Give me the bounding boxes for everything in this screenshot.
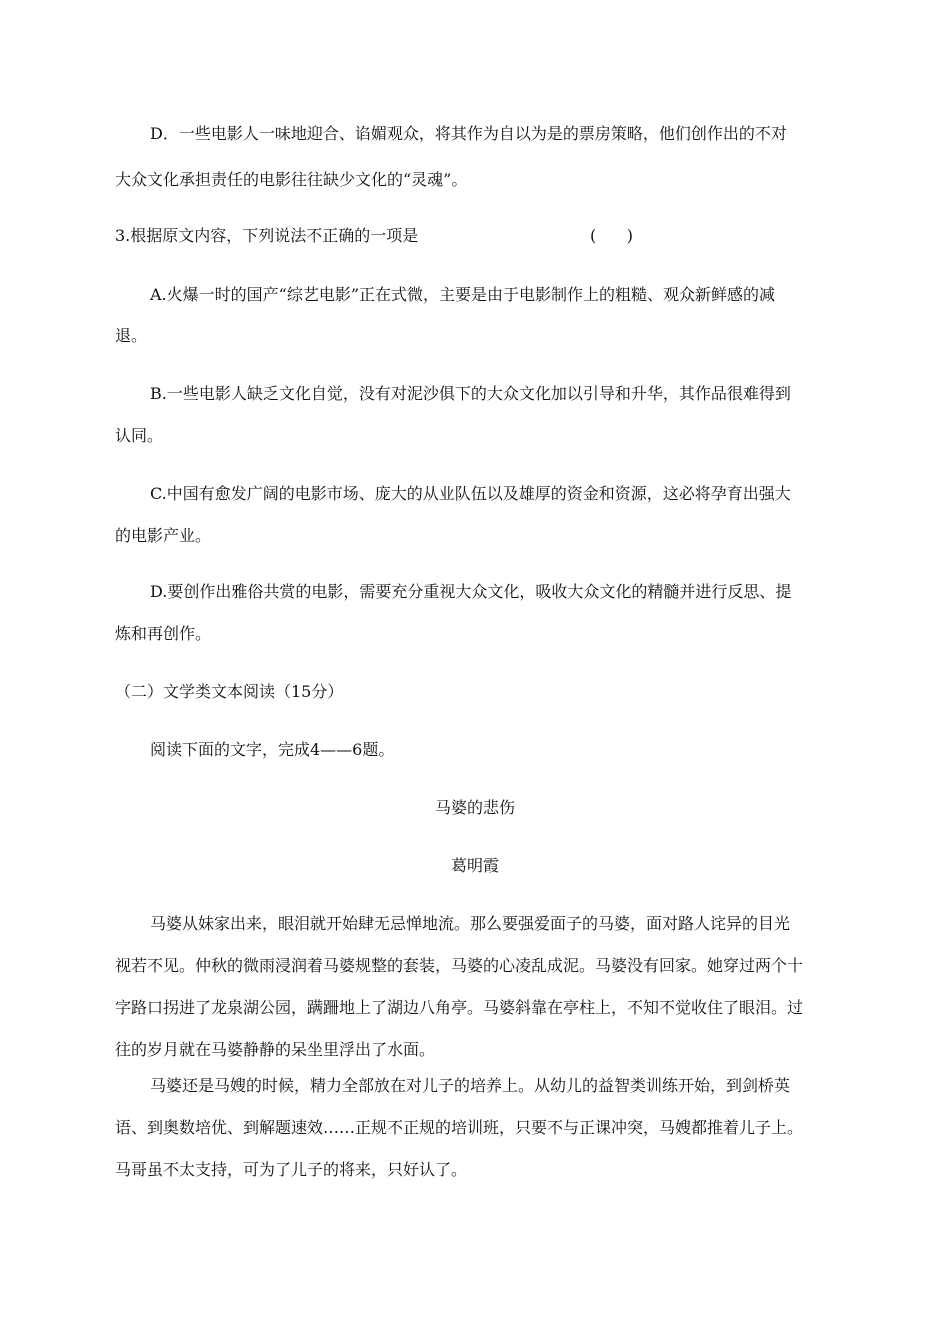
- question-3-stem: 3.根据原文内容，下列说法不正确的一项是: [115, 226, 419, 245]
- q3-option-a-line-2: 退。: [115, 326, 148, 345]
- q3-option-a-line-1: A.火爆一时的国产“综艺电影”正在式微，主要是由于电影制作上的粗糙、观众新鲜感的减: [150, 285, 776, 304]
- paragraph-1-line-3: 字路口拐进了龙泉湖公园，蹒跚地上了湖边八角亭。马婆斜靠在亭柱上，不知不觉收住了眼泪。过: [115, 998, 804, 1017]
- paragraph-2-line-1: 马婆还是马嫂的时候，精力全部放在对儿子的培养上。从幼儿的益智类训练开始，到剑桥英: [150, 1076, 791, 1095]
- answer-blank: ( ): [590, 226, 633, 245]
- q2-option-d-line-2: 大众文化承担责任的电影往往缺少文化的“灵魂”。: [115, 170, 468, 189]
- reading-instruction: 阅读下面的文字，完成4——6题。: [150, 740, 395, 759]
- paragraph-1-line-2: 视若不见。仲秋的微雨浸润着马婆规整的套装，马婆的心凌乱成泥。马婆没有回家。她穿过两个十: [115, 956, 804, 975]
- q3-option-b-line-2: 认同。: [115, 426, 164, 445]
- q3-option-d-line-1: D.要创作出雅俗共赏的电影，需要充分重视大众文化，吸收大众文化的精髓并进行反思、提: [150, 582, 792, 601]
- paragraph-1-line-1: 马婆从妹家出来，眼泪就开始肆无忌惮地流。那么要强爱面子的马婆，面对路人诧异的目光: [150, 914, 791, 933]
- story-title: 马婆的悲伤: [434, 798, 515, 817]
- q3-option-c-line-1: C.中国有愈发广阔的电影市场、庞大的从业队伍以及雄厚的资金和资源，这必将孕育出强大: [150, 484, 791, 503]
- q3-option-b-line-1: B.一些电影人缺乏文化自觉，没有对泥沙俱下的大众文化加以引导和升华，其作品很难得到: [150, 384, 791, 403]
- paragraph-1-line-4: 往的岁月就在马婆静静的呆坐里浮出了水面。: [115, 1040, 436, 1059]
- q3-option-d-line-2: 炼和再创作。: [115, 624, 212, 643]
- q2-option-d-line-1: D．一些电影人一味地迎合、谄媚观众，将其作为自以为是的票房策略，他们创作出的不对: [150, 124, 787, 143]
- story-author: 葛明霞: [450, 856, 499, 875]
- section-heading: （二）文学类文本阅读（15分）: [115, 682, 344, 701]
- paragraph-2-line-3: 马哥虽不太支持，可为了儿子的将来，只好认了。: [115, 1160, 468, 1179]
- q3-option-c-line-2: 的电影产业。: [115, 526, 212, 545]
- paragraph-2-line-2: 语、到奥数培优、到解题速效……正规不正规的培训班，只要不与正课冲突，马嫂都推着儿子上。: [115, 1118, 804, 1137]
